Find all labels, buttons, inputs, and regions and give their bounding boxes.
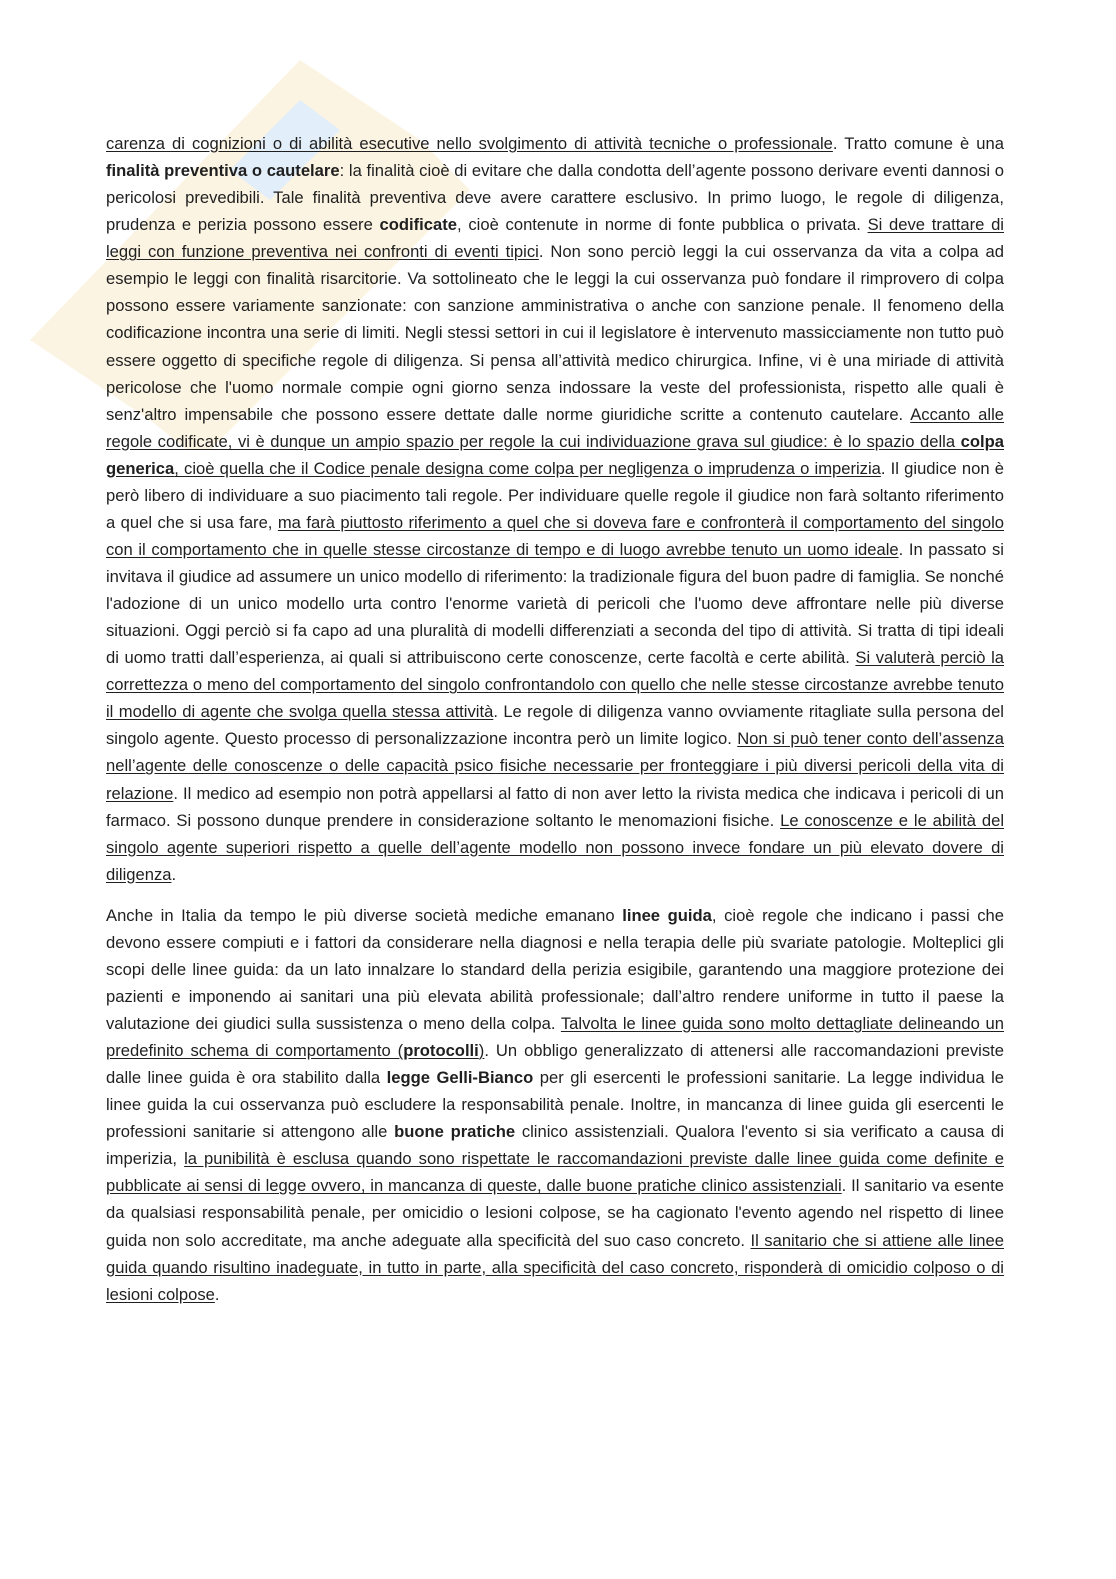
- underlined-text: carenza di cognizioni o di abilità esecutive nello svolgimento di attività tecniche o professionale: [106, 134, 833, 153]
- text-run: .: [171, 864, 177, 884]
- text-run: . Le regole di diligenza vanno ovviamente ritagliate sulla persona del singolo agente. Questo processo di personalizzazione incontra però un limite logico.: [106, 702, 1004, 749]
- paragraph: [106, 130, 1004, 888]
- bold-text: finalità preventiva o cautelare: [106, 161, 340, 181]
- text-run: clinico assistenziali. Qualora l'evento si sia verificato a causa di imperizia,: [106, 1122, 1005, 1169]
- text-run: per gli esercenti le professioni sanitarie. La legge individua le linee guida la cui osservanza può escludere la responsabilità penale. Inoltre, in mancanza di linee guida gli esercenti le professioni sanitarie si attengono alle: [106, 1068, 1004, 1142]
- text-run: . Tratto comune è una: [832, 134, 1004, 153]
- underlined-bold-text: protocolli: [403, 1041, 479, 1061]
- text-run: . Non sono perciò leggi la cui osservanza da vita a colpa ad esempio le leggi con finalità risarcitorie. Va sottolineato che le leggi la cui osservanza può fondare il rimprovero di colpa possono essere variamente sanzionate: con sanzione amministrativa o anche con sanzione penale. Il fenomeno della codificazione incontra una serie di limiti. Negli stessi settori in cui il legislatore è intervenuto massicciamente non tutto può essere oggetto di specifiche regole di diligenza. Si pensa all’attività medico chirurgica. Infine, vi è una miriade di attività pericolose che l'uomo normale compie ogni giorno senza indossare la veste del professionista, rispetto alle quali è senz'altro impensabile che possono essere dettate dalle norme giuridiche scritte a contenuto cautelare.: [106, 242, 1004, 424]
- underlined-text: Le conoscenze e le abilità del singolo agente superiori rispetto a quelle dell’agente modello non possono invece fondare un più elevato dovere di diligenza: [106, 810, 1005, 884]
- bold-text: buone pratiche: [394, 1122, 516, 1142]
- underlined-text: ): [478, 1041, 485, 1061]
- text-run: . Il medico ad esempio non potrà appellarsi al fatto di non aver letto la rivista medica che indicava i pericoli di un farmaco. Si possono dunque prendere in considerazione soltanto le menomazioni fisiche.: [106, 783, 1004, 830]
- underlined-text: Talvolta le linee guida sono molto dettagliate delineando un predefinito schema di comportamento (: [106, 1014, 1004, 1061]
- underlined-text: ma farà piuttosto riferimento a quel che si doveva fare e confronterà il comportamento del singolo con il comportamento che in quelle stesse circostanze di tempo e di luogo avrebbe tenuto un uomo ideale: [106, 512, 1004, 559]
- bold-text: legge Gelli-Bianco: [386, 1068, 534, 1088]
- document-body: [106, 130, 1004, 1308]
- underlined-text: , cioè quella che il Codice penale designa come colpa per negligenza o imprudenza o imperizia: [174, 458, 881, 478]
- bold-text: linee guida: [622, 905, 712, 925]
- text-run: , cioè regole che indicano i passi che devono essere compiuti e i fattori da considerare nella diagnosi e nella terapia delle più svariate patologie. Molteplici gli scopi delle linee guida: da un lato innalzare lo standard della perizia esigibile, garantendo una maggiore protezione dei pazienti e imponendo ai sanitari una più elevata abilità professionale; dall’altro rendere uniforme in tutto il paese la valutazione dei giudici sulla sussistenza o meno della colpa.: [106, 905, 1005, 1033]
- underlined-text: Si valuterà perciò la correttezza o meno del comportamento del singolo confrontandolo con quello che nelle stesse circostanze avrebbe tenuto il modello di agente che svolga quella stessa attività: [106, 648, 1005, 722]
- text-run: .: [214, 1284, 220, 1304]
- text-run: . In passato si invitava il giudice ad assumere un unico modello di riferimento: la tradizionale figura del buon padre di famiglia. Se nonché l'adozione di un unico modello urta contro l'enorme varietà di pericoli che l'uomo deve affrontare nelle più diverse situazioni. Oggi perciò si fa capo ad una pluralità di modelli differenziati a seconda del tipo di attività. Si tratta di tipi ideali di uomo tratti dall’esperienza, ai quali si attribuiscono certe conoscenze, certe facoltà e certe abilità.: [106, 539, 1004, 668]
- text-run: . Un obbligo generalizzato di attenersi alle raccomandazioni previste dalle linee guida è ora stabilito dalla: [106, 1041, 1005, 1088]
- text-run: : la finalità cioè di evitare che dalla condotta dell’agente possono derivare eventi dannosi o pericolosi prevedibili. Tale finalità preventiva deve avere carattere esclusivo. In primo luogo, le regole di diligenza, prudenza e perizia possono essere: [106, 161, 1005, 235]
- underlined-text: Il sanitario che si attiene alle linee guida quando risultino inadeguate, in tutto in parte, alla specificità del caso concreto, risponderà di omicidio colposo o di lesioni colpose: [106, 1230, 1004, 1304]
- underlined-text: la punibilità è esclusa quando sono rispettate le raccomandazioni previste dalle linee guida come definite e pubblicate ai sensi di legge ovvero, in mancanza di queste, dalle buone pratiche clinico assistenziali: [106, 1149, 1004, 1196]
- bold-text: codificate: [379, 215, 458, 235]
- underlined-text: Non si può tener conto dell’assenza nell’agente delle conoscenze o delle capacità psico fisiche necessarie per fronteggiare i più diversi pericoli della vita di relazione: [106, 729, 1004, 803]
- underlined-text: Accanto alle regole codificate, vi è dunque un ampio spazio per regole la cui individuazione grava sul giudice: è lo spazio della: [106, 404, 1004, 451]
- underlined-bold-text: colpa generica: [106, 431, 1004, 478]
- text-run: . Il giudice non è però libero di individuare a suo piacimento tali regole. Per individuare quelle regole il giudice non farà soltanto riferimento a quel che si usa fare,: [106, 458, 1004, 532]
- underlined-text: Si deve trattare di leggi con funzione preventiva nei confronti di eventi tipici: [106, 215, 1004, 262]
- text-run: . Il sanitario va esente da qualsiasi responsabilità penale, per omicidio o lesioni colpose, se ha cagionato l'evento agendo nel rispetto di linee guida non solo accreditate, ma anche adeguate alla specificità del suo caso concreto.: [106, 1176, 1004, 1250]
- text-run: , cioè contenute in norme di fonte pubblica o privata.: [457, 215, 868, 235]
- text-run: Anche in Italia da tempo le più diverse società mediche emanano: [106, 905, 623, 925]
- paragraph: [106, 902, 1004, 1308]
